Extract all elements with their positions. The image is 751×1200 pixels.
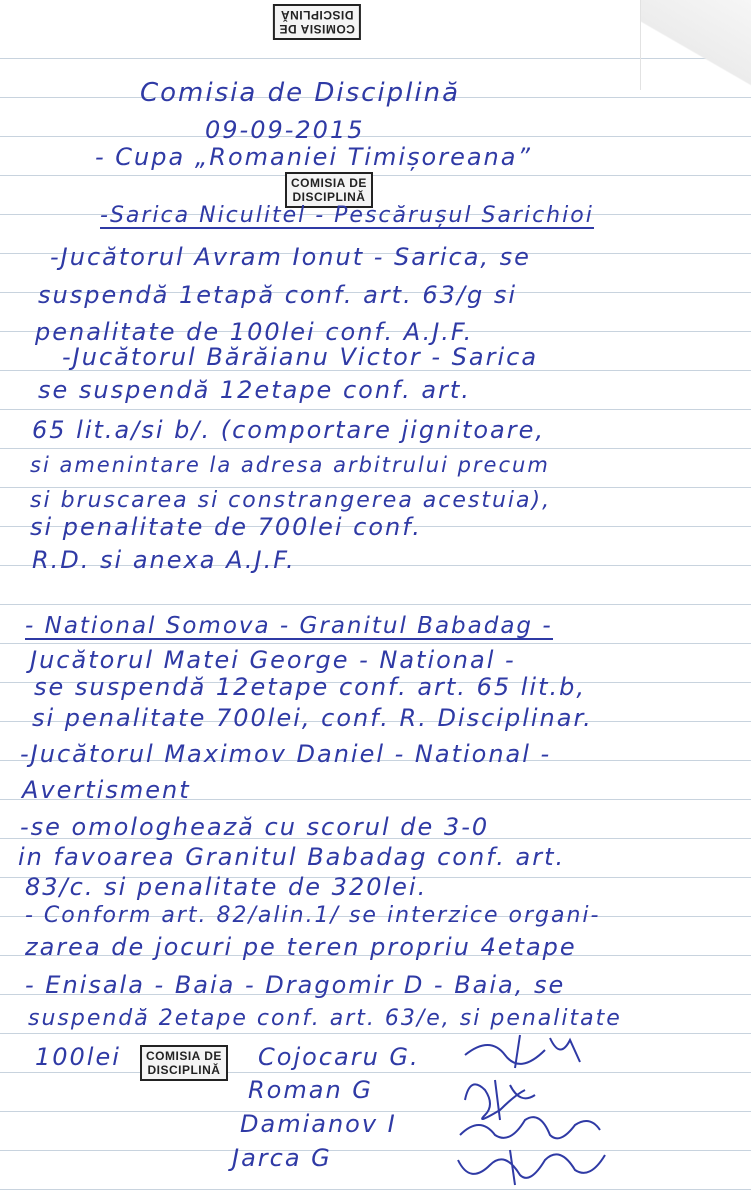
disciplina-stamp-bottom: [140, 1045, 228, 1081]
stamp-line-2: DISCIPLINĂ: [147, 1063, 221, 1077]
match-2-line: in favoarea Granitul Babadag conf. art.: [18, 843, 566, 871]
signature-1: [460, 1030, 590, 1070]
session-date: 09-09-2015: [205, 116, 365, 144]
competition-name: - Cupa „Romaniei Timișoreana”: [95, 143, 532, 171]
match-2-line: 100lei: [35, 1043, 121, 1071]
member-name: Cojocaru G.: [258, 1043, 420, 1071]
member-name: Damianov I: [240, 1110, 397, 1138]
stamp-line-2: DISCIPLINĂ: [280, 8, 354, 22]
match-1-line: se suspendă 12etape conf. art.: [38, 376, 471, 404]
match-2-line: - Conform art. 82/alin.1/ se interzice organi-: [25, 903, 601, 928]
paper-corner: [640, 0, 751, 90]
disciplina-stamp-top: [273, 4, 361, 40]
match-1-heading: -Sarica Niculitel - Pescărușul Sarichioi: [100, 203, 594, 228]
match-2-line: zarea de jocuri pe teren propriu 4etape: [25, 933, 577, 961]
stamp-line-2: DISCIPLINĂ: [292, 190, 366, 204]
match-2-line: suspendă 2etape conf. art. 63/e, si penalitate: [28, 1006, 622, 1031]
member-name: Jarca G: [232, 1144, 332, 1172]
signature-4: [450, 1140, 610, 1190]
match-2-line: Avertisment: [22, 776, 191, 804]
stamp-line-1: COMISIA DE: [146, 1049, 222, 1063]
match-2-line: -Jucătorul Maximov Daniel - National -: [20, 740, 552, 768]
match-2-line: - Enisala - Baia - Dragomir D - Baia, se: [25, 971, 566, 999]
match-1-line: -Jucătorul Avram Ionut - Sarica, se: [50, 243, 531, 271]
match-2-line: 83/c. si penalitate de 320lei.: [25, 873, 428, 901]
match-1-line: si bruscarea si constrangerea acestuia),: [30, 488, 552, 513]
match-1-line: penalitate de 100lei conf. A.J.F.: [35, 318, 474, 346]
match-2-line: si penalitate 700lei, conf. R. Disciplinar.: [32, 704, 593, 732]
match-1-line: R.D. si anexa A.J.F.: [32, 546, 296, 574]
match-2-line: Jucătorul Matei George - National -: [30, 646, 516, 674]
match-1-line: si penalitate de 700lei conf.: [30, 513, 422, 541]
match-2-line: se suspendă 12etape conf. art. 65 lit.b,: [34, 673, 586, 701]
match-1-line: si amenintare la adresa arbitrului precum: [30, 453, 550, 477]
match-2-line: -se omologhează cu scorul de 3-0: [20, 813, 490, 841]
stamp-line-1: COMISIA DE: [279, 22, 355, 36]
stamp-line-1: COMISIA DE: [291, 176, 367, 190]
document-title: Comisia de Disciplină: [140, 78, 461, 108]
member-name: Roman G: [248, 1076, 373, 1104]
match-1-line: suspendă 1etapă conf. art. 63/g si: [38, 281, 517, 309]
match-1-line: -Jucătorul Bărăianu Victor - Sarica: [62, 343, 539, 371]
match-2-heading: - National Somova - Granitul Babadag -: [25, 613, 553, 639]
match-1-line: 65 lit.a/si b/. (comportare jignitoare,: [32, 416, 546, 444]
